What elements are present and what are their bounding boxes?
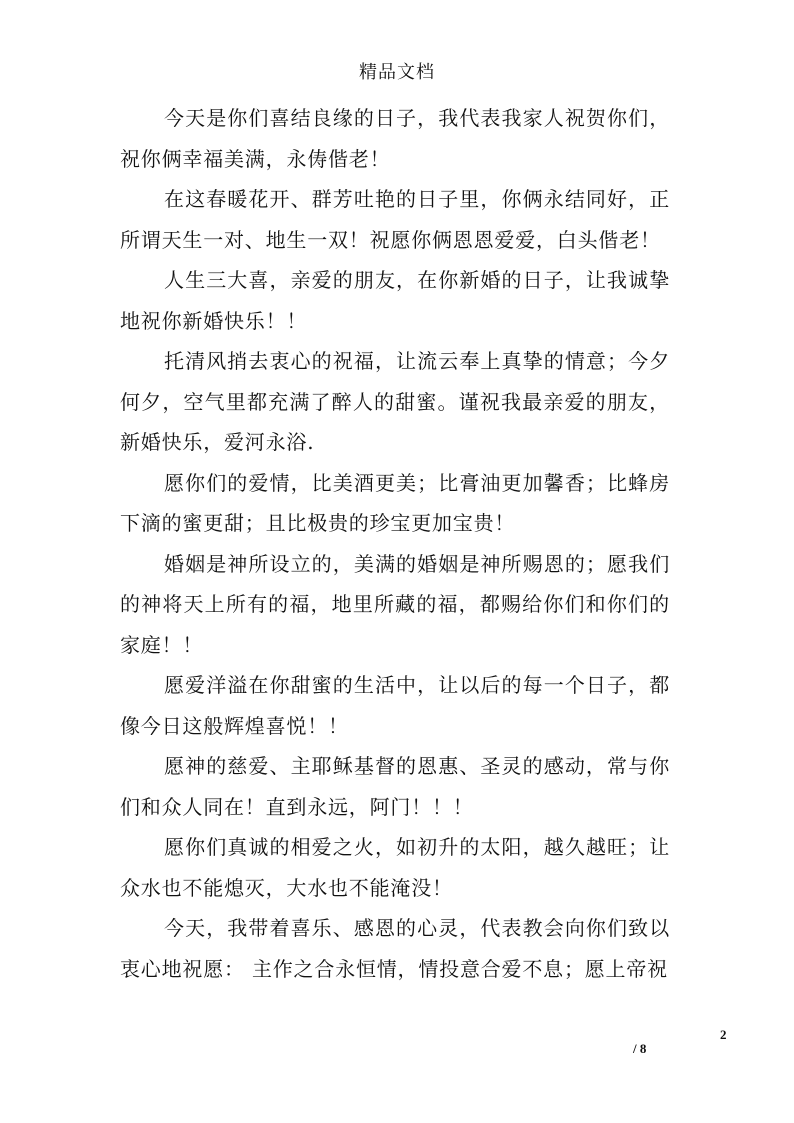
paragraph: 愿你们的爱情，比美酒更美；比膏油更加馨香；比蜂房下滴的蜜更甜；且比极贵的珍宝更加宝贵！ <box>120 470 670 535</box>
paragraph: 今天是你们喜结良缘的日子，我代表我家人祝贺你们，祝你俩幸福美满，永俦偕老！ <box>120 106 670 171</box>
page-number: 2 <box>720 1027 727 1042</box>
paragraph: 在这春暖花开、群芳吐艳的日子里，你俩永结同好，正所谓天生一对、地生一双！祝愿你俩恩恩爱爱，白头偕老！ <box>120 187 670 252</box>
paragraph: 愿神的慈爱、主耶稣基督的恩惠、圣灵的感动，常与你们和众人同在！直到永远，阿门！！！ <box>120 754 670 819</box>
paragraph: 婚姻是神所设立的，美满的婚姻是神所赐恩的；愿我们的神将天上所有的福，地里所藏的福，都赐给你们和你们的家庭！！ <box>120 551 670 657</box>
paragraph: 今天，我带着喜乐、感恩的心灵，代表教会向你们致以衷心地祝愿： 主作之合永恒情，情投意合爱不息；愿上帝祝 <box>120 916 670 981</box>
paragraph: 愿爱洋溢在你甜蜜的生活中，让以后的每一个日子，都像今日这般辉煌喜悦！！ <box>120 673 670 738</box>
paragraph: 人生三大喜，亲爱的朋友，在你新婚的日子，让我诚挚地祝你新婚快乐！！ <box>120 268 670 333</box>
page-header-title: 精品文档 <box>359 62 435 83</box>
paragraph: 托清风捎去衷心的祝福，让流云奉上真挚的情意；今夕何夕，空气里都充满了醉人的甜蜜。谨祝我最亲爱的朋友，新婚快乐，爱河永浴. <box>120 349 670 454</box>
document-body <box>120 98 670 989</box>
page-total: / 8 <box>633 1041 647 1056</box>
paragraph: 愿你们真诚的相爱之火，如初升的太阳，越久越旺；让众水也不能熄灭，大水也不能淹没！ <box>120 835 670 900</box>
